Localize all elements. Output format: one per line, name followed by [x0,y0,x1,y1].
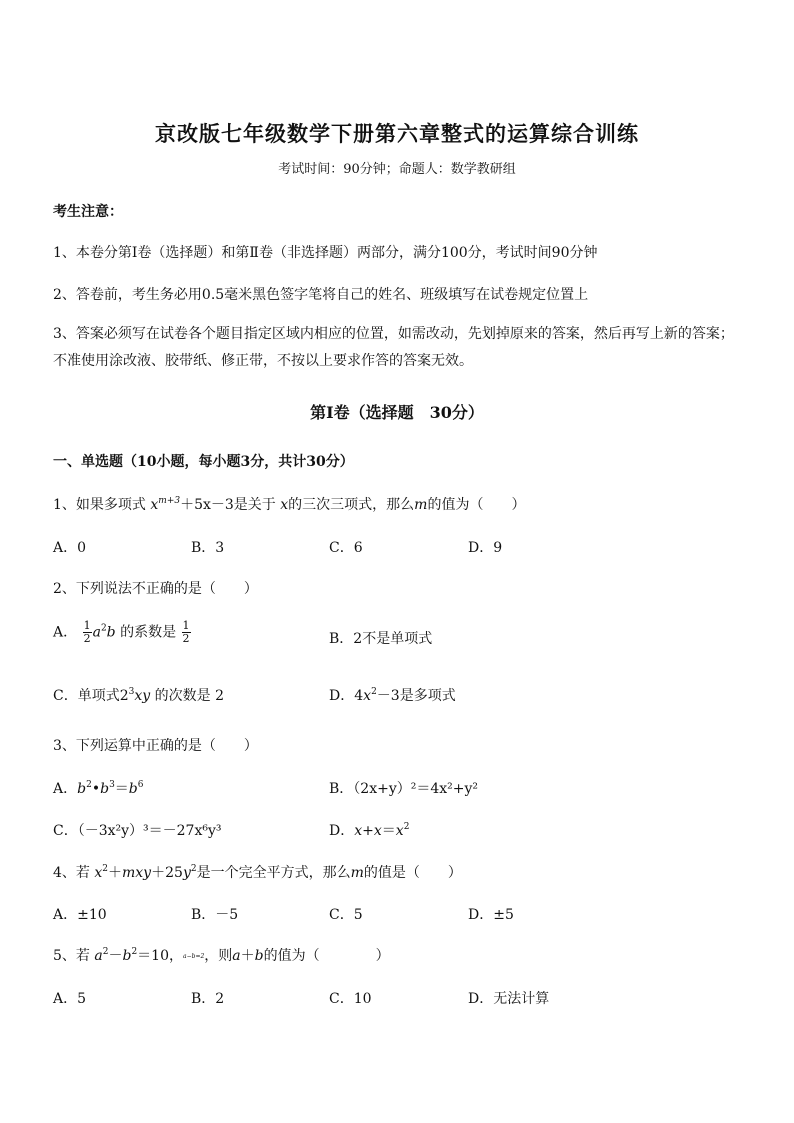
exam-info: 考试时间：90分钟；命题人：数学教研组 [278,162,516,177]
question-1-option-a[interactable]: A．0 [53,540,87,556]
question-2-option-d[interactable]: D．$4x^2-3$是多项式 [329,687,456,704]
notice-item-3: 3、答案必须写在试卷各个题目指定区域内相应的位置，如需改动，先划掉原来的答案，然后再写上新的答案；不准使用涂改液、胶带纸、修正带，不按以上要求作答的答案无效。 [53,326,734,369]
question-2-stem: 2、下列说法不正确的是（ ） [53,581,258,597]
question-2-option-b[interactable]: B．2不是单项式 [329,631,433,647]
question-3-stem: 3、下列运算中正确的是（ ） [53,738,258,754]
section-title: 第Ⅰ卷（选择题 30分） [310,403,484,422]
question-1-stem: 1、如果多项式 $x^{m+3}+5x-3$是关于 x的三次三项式，那么m的值为（ ） [53,496,526,513]
notice-heading: 考生注意： [53,204,123,220]
question-4-option-a[interactable]: A．±10 [53,907,107,923]
question-3-option-d[interactable]: D．$x+x=x^2$ [329,822,410,839]
question-4-option-d[interactable]: D．±5 [468,907,514,923]
question-3-option-b[interactable]: B．（2x+y）²＝4x²+y² [329,781,479,797]
part-title: 一、单选题（10小题，每小题3分，共计30分） [53,454,354,470]
question-1-option-c[interactable]: C．6 [329,540,363,556]
question-1-option-d[interactable]: D．9 [468,540,503,556]
question-4-stem: 4、若 $x^2+mxy+25y^2$是一个完全平方式，那么m的值是（ ） [53,864,462,881]
notice-item-2: 2、答卷前，考生务必用0.5毫米黑色签字笔将自己的姓名、班级填写在试卷规定位置上 [53,287,589,303]
question-3-option-c[interactable]: C．（－3x²y）³＝－27x⁶y³ [53,823,222,839]
question-2-option-a[interactable]: A． $\frac{1}{2}$ $a^2b$ 的系数是 $\frac{1}{2}$ [53,619,190,645]
question-5-option-a[interactable]: A．5 [53,991,87,1007]
notice-item-1: 1、本卷分第Ⅰ卷（选择题）和第Ⅱ卷（非选择题）两部分，满分100分，考试时间90分钟 [53,245,598,261]
question-2-option-c[interactable]: C．单项式$2^3xy$ 的次数是 2 [53,687,224,704]
question-3-option-a[interactable]: A．$b^2•b^3=b^6$ [53,780,144,797]
page-title: 京改版七年级数学下册第六章整式的运算综合训练 [155,121,639,146]
question-5-stem: 5、若 $a^2-b^2=10$，a−b=2，则a＋b的值为（ ） [53,947,390,964]
question-5-option-b[interactable]: B．2 [191,991,225,1007]
question-4-option-c[interactable]: C．5 [329,907,363,923]
question-5-option-d[interactable]: D．无法计算 [468,991,550,1007]
question-1-option-b[interactable]: B．3 [191,540,225,556]
question-4-option-b[interactable]: B．－5 [191,907,239,923]
question-5-option-c[interactable]: C．10 [329,991,372,1007]
